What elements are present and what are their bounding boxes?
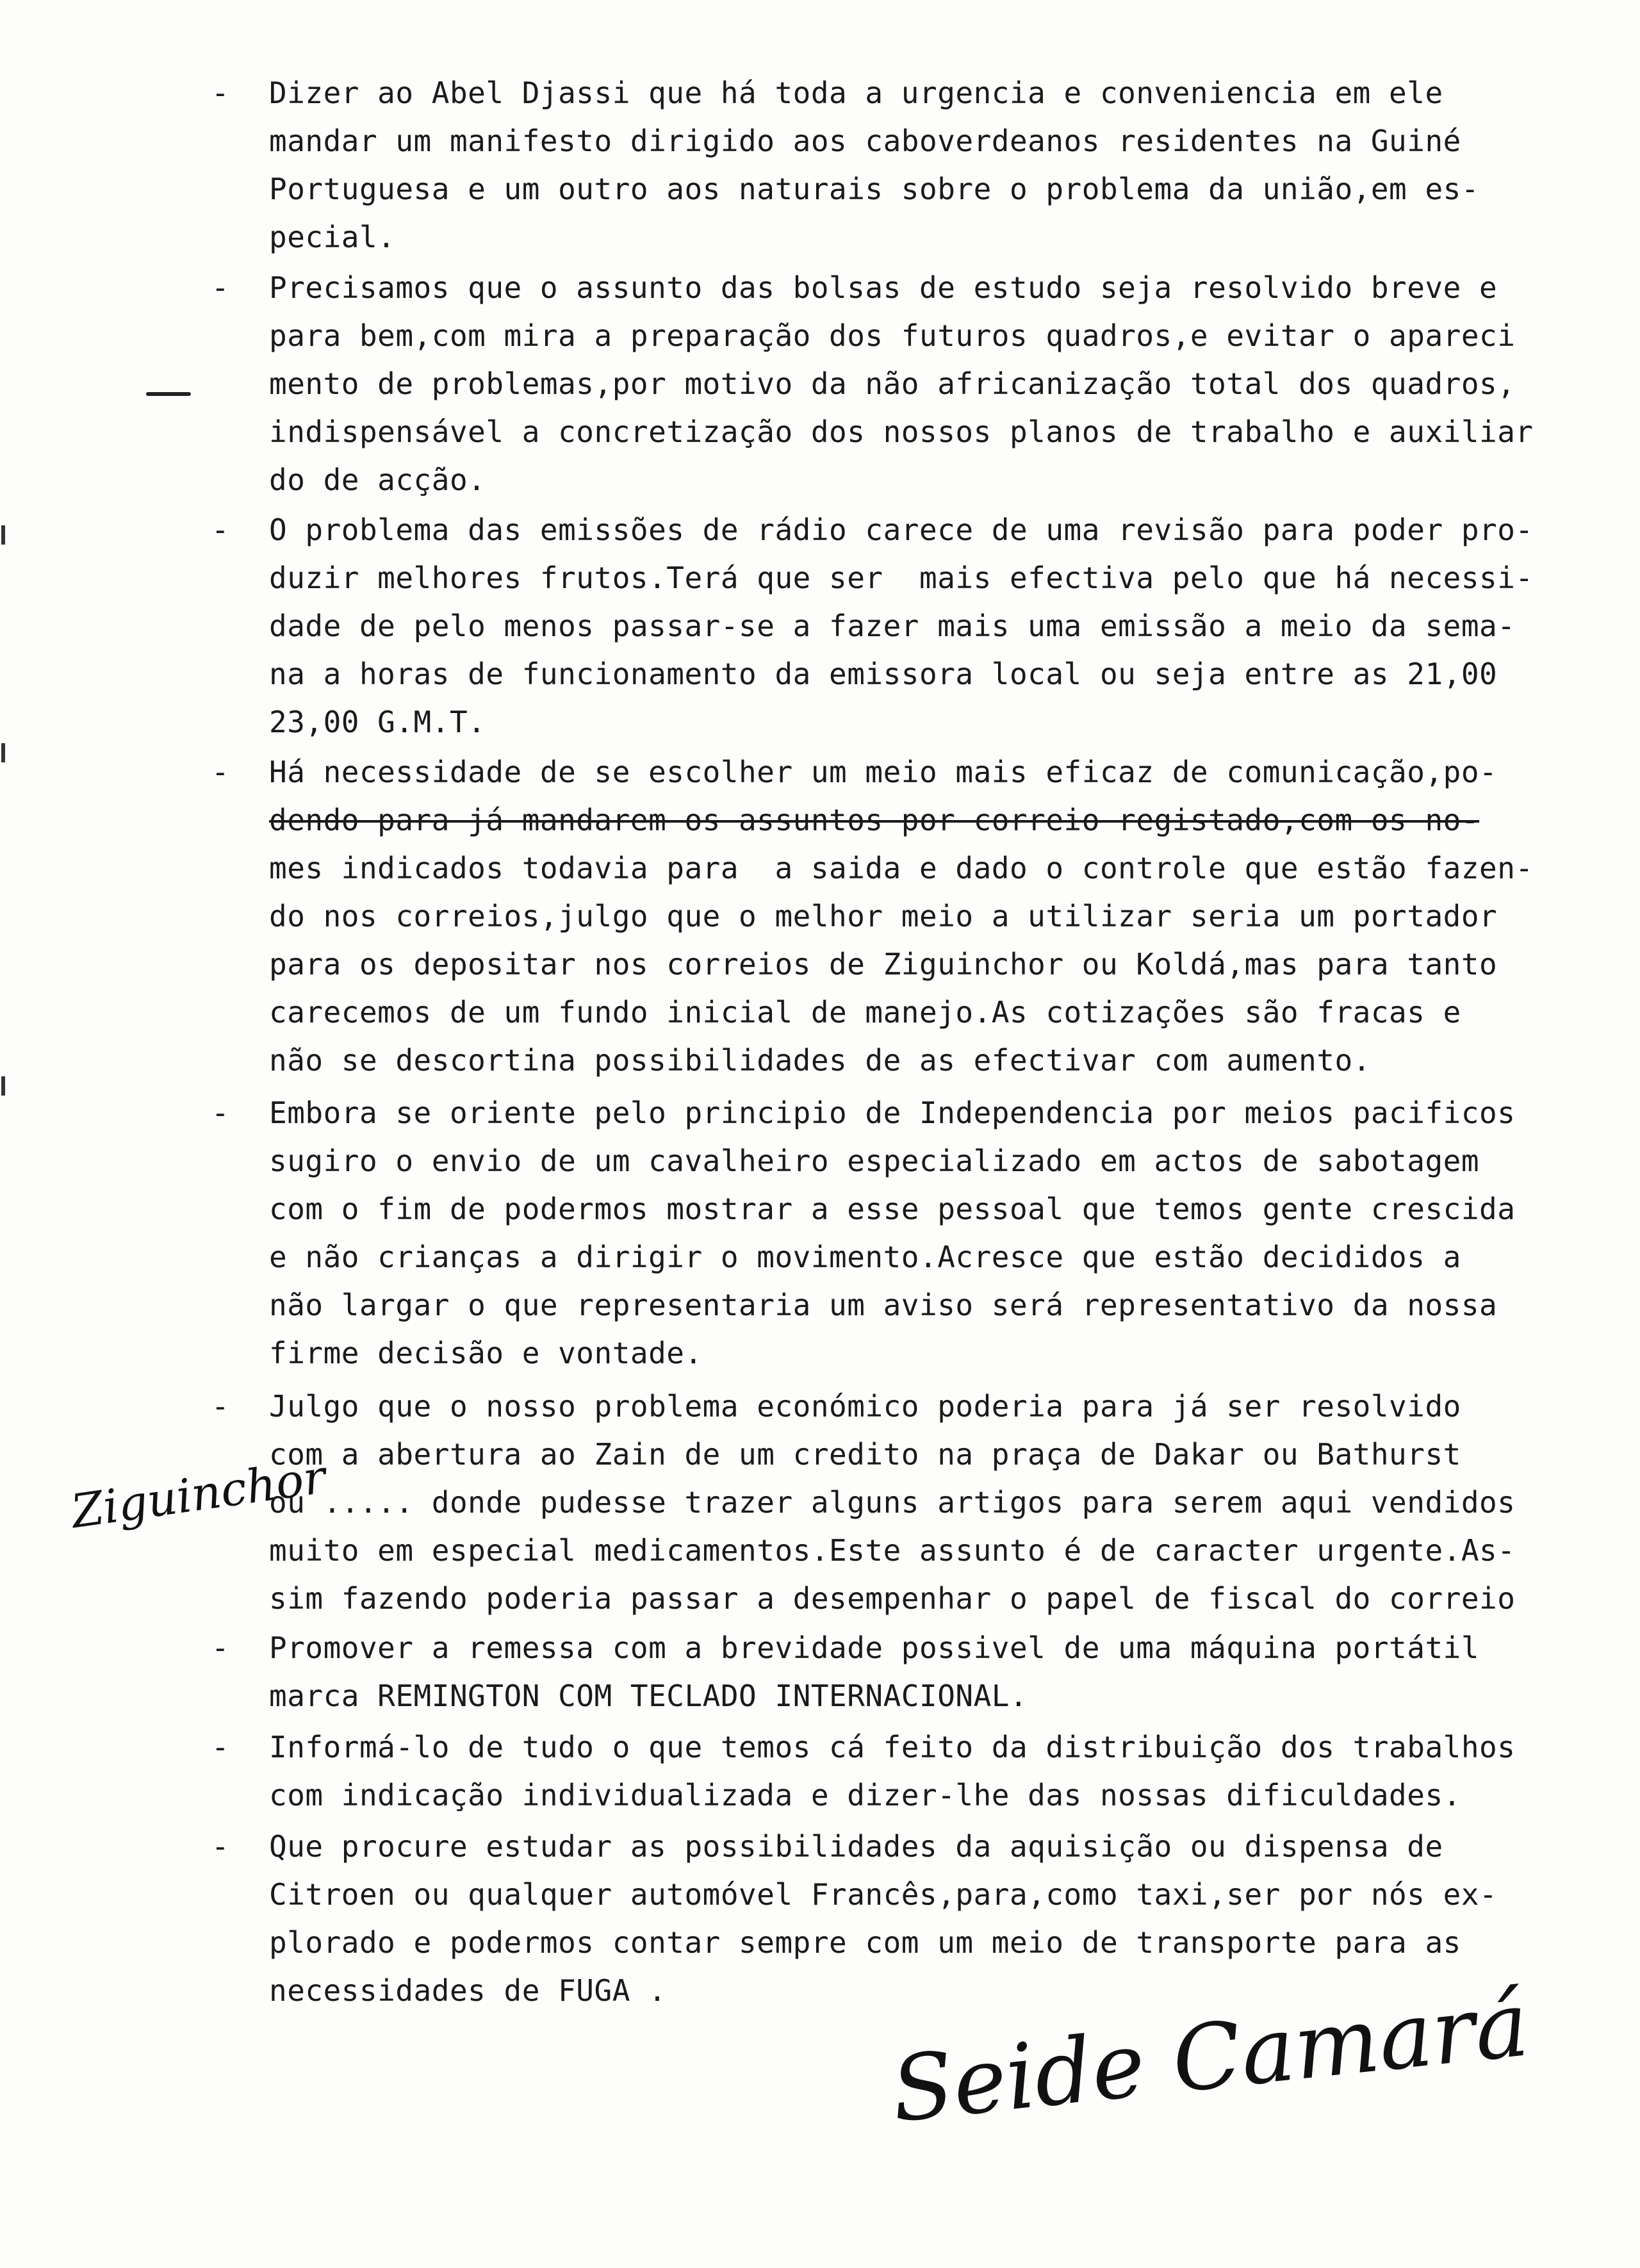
text-line: duzir melhores frutos.Terá que ser mais efectiva pelo que há necessi- — [269, 561, 1534, 595]
text-line: carecemos de um fundo inicial de manejo.As cotizações são fracas e — [269, 995, 1461, 1030]
text-line: sim fazendo poderia passar a desempenhar o papel de fiscal do correio — [269, 1581, 1516, 1616]
text-line: mandar um manifesto dirigido aos caboverdeanos residentes na Guiné — [269, 124, 1461, 158]
text-line: plorado e podermos contar sempre com um meio de transporte para as — [269, 1925, 1461, 1960]
bullet-dash: - — [211, 270, 230, 305]
text-line: Promover a remessa com a brevidade possivel de uma máquina portátil — [269, 1631, 1480, 1665]
text-line: dade de pelo menos passar-se a fazer mais uma emissão a meio da sema- — [269, 609, 1516, 643]
list-item — [211, 506, 1602, 746]
text-line: Dizer ao Abel Djassi que há toda a urgencia e conveniencia em ele — [269, 76, 1443, 110]
list-item — [211, 1624, 1602, 1720]
text-line: Citroen ou qualquer automóvel Francês,para,como taxi,ser por nós ex- — [269, 1877, 1498, 1912]
handwritten-signature: Seide Camará — [887, 1972, 1534, 2143]
scan-edge-mark — [1, 1076, 5, 1096]
text-line: muito em especial medicamentos.Este assunto é de caracter urgente.As- — [269, 1533, 1516, 1568]
text-line: necessidades de FUGA . — [269, 1973, 667, 2008]
text-line: com o fim de podermos mostrar a esse pessoal que temos gente crescida — [269, 1192, 1516, 1226]
text-line: indispensável a concretização dos nossos planos de trabalho e auxiliar — [269, 415, 1534, 449]
text-line: e não crianças a dirigir o movimento.Acresce que estão decididos a — [269, 1240, 1461, 1274]
text-line: com a abertura ao Zain de um credito na praça de Dakar ou Bathurst — [269, 1437, 1461, 1472]
text-line: mento de problemas,por motivo da não africanização total dos quadros, — [269, 366, 1516, 401]
list-item — [211, 748, 1602, 1085]
text-line: O problema das emissões de rádio carece de uma revisão para poder pro- — [269, 513, 1534, 547]
list-item — [211, 1723, 1602, 1820]
text-line: marca REMINGTON COM TECLADO INTERNACIONAL. — [269, 1679, 1028, 1713]
list-item — [211, 1383, 1602, 1623]
struck-text-line: dendo para já mandarem os assuntos por correio registado,com os no- — [269, 803, 1480, 837]
text-line: para os depositar nos correios de Ziguinchor ou Koldá,mas para tanto — [269, 947, 1498, 982]
text-line: do nos correios,julgo que o melhor meio a utilizar seria um portador — [269, 899, 1498, 933]
text-line: Embora se oriente pelo principio de Independencia por meios pacificos — [269, 1096, 1516, 1130]
bullet-dash: - — [211, 1389, 230, 1424]
text-line: na a horas de funcionamento da emissora local ou seja entre as 21,00 — [269, 657, 1498, 691]
bullet-dash: - — [211, 1730, 230, 1764]
text-line: com indicação individualizada e dizer-lhe das nossas dificuldades. — [269, 1778, 1461, 1812]
bullet-dash: - — [211, 1631, 230, 1665]
scan-edge-mark — [1, 525, 5, 545]
handwritten-margin-note: Ziguinchor — [68, 1449, 329, 1539]
list-item — [211, 1089, 1602, 1377]
text-line: sugiro o envio de um cavalheiro especializado em actos de sabotagem — [269, 1144, 1480, 1178]
scan-edge-mark — [1, 743, 5, 762]
text-line: não se descortina possibilidades de as efectivar com aumento. — [269, 1043, 1371, 1078]
text-line: Informá-lo de tudo o que temos cá feito da distribuição dos trabalhos — [269, 1730, 1516, 1764]
bullet-dash: - — [211, 513, 230, 547]
list-item — [211, 69, 1602, 261]
text-line: Precisamos que o assunto das bolsas de estudo seja resolvido breve e — [269, 270, 1498, 305]
text-line: não largar o que representaria um aviso será representativo da nossa — [269, 1288, 1498, 1322]
text-line: Que procure estudar as possibilidades da aquisição ou dispensa de — [269, 1829, 1443, 1864]
text-line: Julgo que o nosso problema económico poderia para já ser resolvido — [269, 1389, 1461, 1424]
text-line: do de acção. — [269, 463, 486, 497]
list-item — [211, 264, 1602, 504]
text-line: firme decisão e vontade. — [269, 1336, 703, 1370]
bullet-dash: - — [211, 755, 230, 789]
bullet-dash: - — [211, 1096, 230, 1130]
text-line: para bem,com mira a preparação dos futuros quadros,e evitar o apareci — [269, 318, 1516, 353]
text-line: ou ..... donde pudesse trazer alguns artigos para serem aqui vendidos — [269, 1485, 1516, 1520]
bullet-dash: - — [211, 76, 230, 110]
margin-dash-mark — [146, 392, 191, 396]
bullet-dash: - — [211, 1829, 230, 1864]
text-line: pecial. — [269, 220, 396, 254]
text-line: Há necessidade de se escolher um meio mais eficaz de comunicação,po- — [269, 755, 1498, 789]
text-line: 23,00 G.M.T. — [269, 705, 486, 739]
text-line: mes indicados todavia para a saida e dado o controle que estão fazen- — [269, 851, 1534, 885]
text-line: Portuguesa e um outro aos naturais sobre o problema da união,em es- — [269, 172, 1480, 206]
